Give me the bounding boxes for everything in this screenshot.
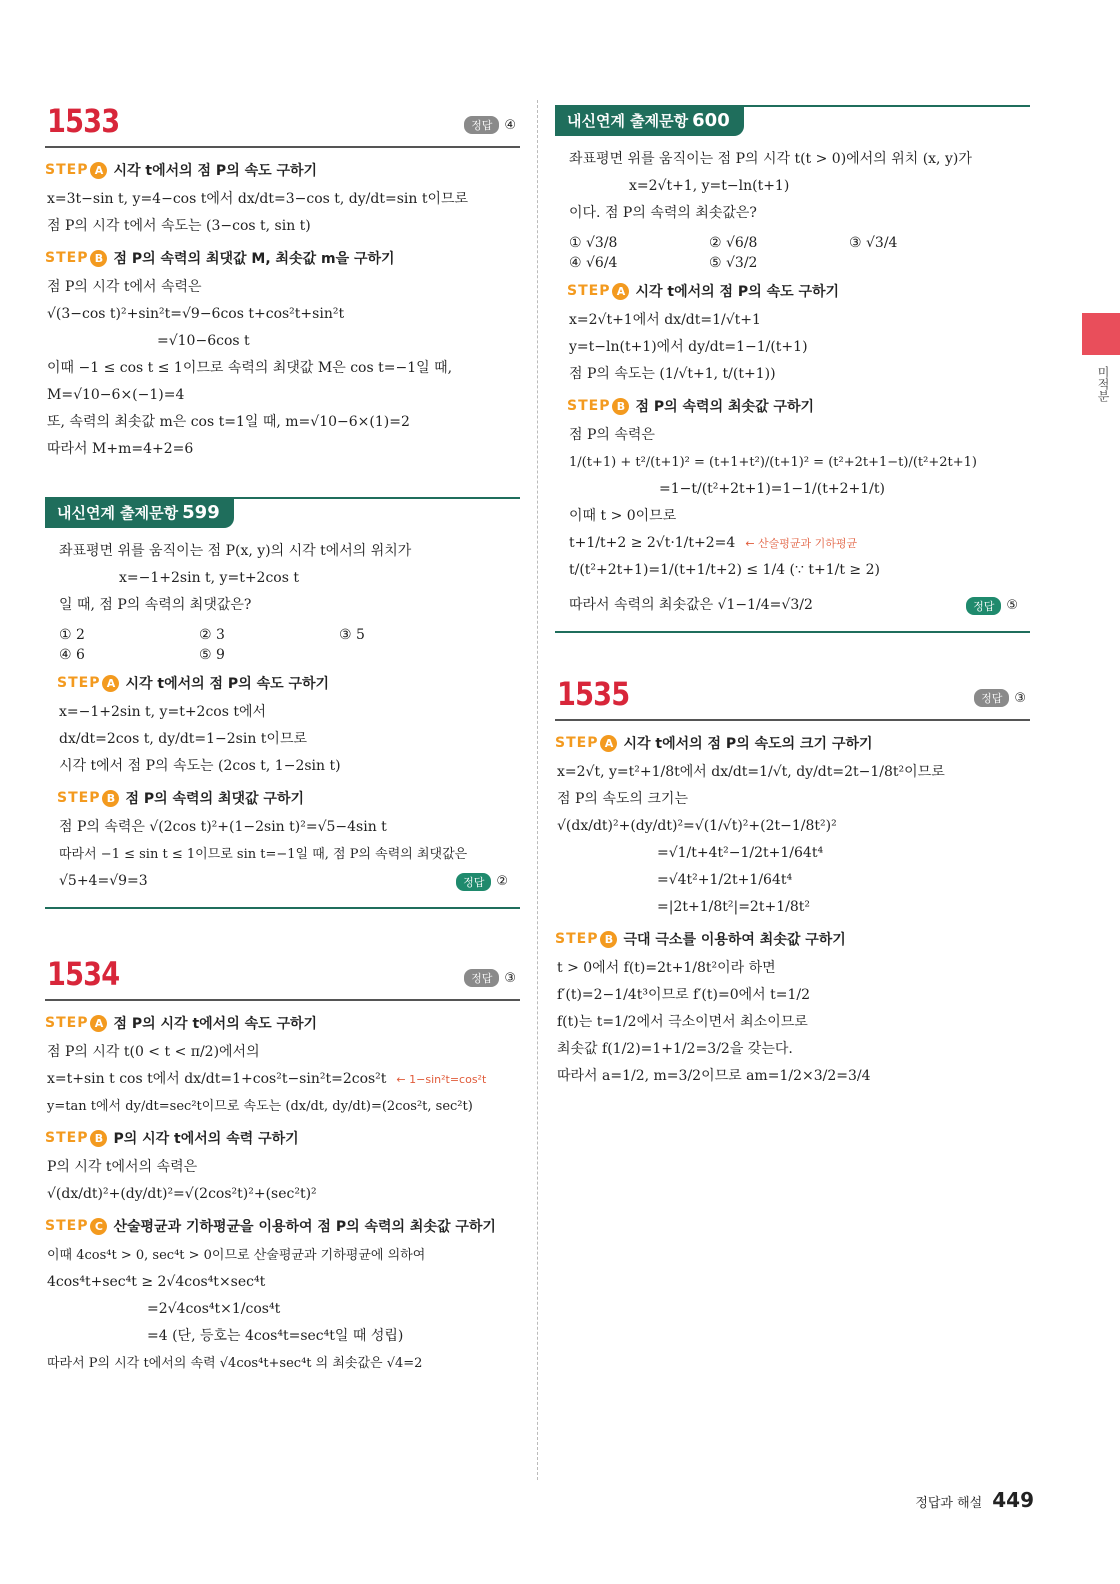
solution-line: f(t)는 t=1/2에서 극소이면서 최소이므로 <box>557 1014 808 1030</box>
solution-line: 점 P의 속력은 <box>569 427 655 443</box>
problem-1535 <box>555 673 1030 1090</box>
solution-line: 따라서 −1 ≤ sin t ≤ 1이므로 sin t=−1일 때, 점 P의 속력의 최댓값은 <box>59 847 468 862</box>
step-a <box>45 1013 520 1033</box>
step-b <box>555 929 1030 949</box>
answer-badge: 정답 <box>464 116 499 134</box>
step-title: 점 P의 시각 t에서의 속도 구하기 <box>113 1016 318 1032</box>
choice: ② √6/8 <box>709 235 758 251</box>
answer-value: ④ <box>504 117 516 133</box>
choice: ① √3/8 <box>569 235 618 251</box>
problem-header <box>45 100 520 148</box>
solution-line: 최솟값 f(1/2)=1+1/2=3/2을 갖는다. <box>557 1041 793 1057</box>
step-title: 점 P의 속력의 최댓값 구하기 <box>125 791 304 807</box>
solution-line: 또, 속력의 최솟값 m은 cos t=1일 때, m=√10−6×(1)=2 <box>47 414 410 430</box>
choices <box>59 627 508 663</box>
step-b <box>45 248 520 268</box>
final-row <box>57 868 508 895</box>
step-title: 점 P의 속력의 최솟값 구하기 <box>635 399 814 415</box>
chapter-tab <box>1082 313 1120 355</box>
solution-line: x=3t−sin t, y=4−cos t에서 dx/dt=3−cos t, dy/dt=sin t이므로 <box>47 191 469 207</box>
step-tag: STEP B <box>45 250 107 267</box>
solution-line: t/(t²+2t+1)=1/(t+1/t+2) ≤ 1/4 (∵ t+1/t ≥ 2) <box>569 562 880 578</box>
answer-value: ⑤ <box>1006 598 1018 613</box>
note: ← 산술평균과 기하평균 <box>745 537 858 550</box>
step-title: 시각 t에서의 점 P의 속도 구하기 <box>113 163 318 179</box>
choice: ④ 6 <box>59 647 85 663</box>
solution-line: M=√10−6×(−1)=4 <box>47 387 185 403</box>
footer-label: 정답과 해설 <box>915 1496 983 1511</box>
answer <box>966 597 1018 615</box>
solution-line: =1−t/(t²+2t+1)=1−1/(t+2+1/t) <box>659 481 885 497</box>
answer-value: ② <box>496 874 508 889</box>
answer <box>464 116 516 134</box>
linked-body <box>555 136 1030 627</box>
solution-line: √(dx/dt)²+(dy/dt)²=√(2cos²t)²+(sec²t)² <box>47 1186 317 1202</box>
answer <box>456 873 508 891</box>
solution-line: 점 P의 속도는 (1/√t+1, t/(t+1)) <box>569 366 776 382</box>
question-line: x=2√t+1, y=t−ln(t+1) <box>629 178 790 194</box>
answer-badge: 정답 <box>966 597 1001 615</box>
problem-number: 1535 <box>557 675 630 713</box>
choice: ⑤ 9 <box>199 647 225 663</box>
question-line: x=−1+2sin t, y=t+2cos t <box>119 570 299 586</box>
step-tag: STEP A <box>555 735 617 752</box>
solution-line: x=−1+2sin t, y=t+2cos t에서 <box>59 704 267 720</box>
solution-line: 따라서 속력의 최솟값은 √1−1/4=√3/2 <box>569 597 813 613</box>
solution-line: f′(t)=2−1/4t³이므로 f′(t)=0에서 t=1/2 <box>557 987 811 1003</box>
answer-badge: 정답 <box>974 689 1009 707</box>
answer-badge: 정답 <box>464 969 499 987</box>
question-line: 좌표평면 위를 움직이는 점 P의 시각 t(t > 0)에서의 위치 (x, y)가 <box>569 151 972 167</box>
problem-number: 1534 <box>47 955 120 993</box>
step-tag: STEP B <box>567 398 629 415</box>
answer-value: ③ <box>504 970 516 986</box>
solution-line: dx/dt=2cos t, dy/dt=1−2sin t이므로 <box>59 731 308 747</box>
step-a <box>45 160 520 180</box>
solution-line: 점 P의 시각 t에서 속력은 <box>47 279 202 295</box>
solution-line: 점 P의 시각 t에서 속도는 (3−cos t, sin t) <box>47 218 311 234</box>
problem-header <box>45 953 520 1001</box>
solution-line: 이때 4cos⁴t > 0, sec⁴t > 0이므로 산술평균과 기하평균에 의하여 <box>47 1248 426 1263</box>
linked-rule <box>555 105 1030 107</box>
solution-line: √(dx/dt)²+(dy/dt)²=√(1/√t)²+(2t−1/8t²)² <box>557 818 837 834</box>
solution-line: =4 (단, 등호는 4cos⁴t=sec⁴t일 때 성립) <box>147 1328 404 1344</box>
step-a <box>555 733 1030 753</box>
step-b <box>45 1128 520 1148</box>
solution-line: y=t−ln(t+1)에서 dy/dt=1−1/(t+1) <box>569 339 808 355</box>
step-title: 점 P의 속력의 최댓값 M, 최솟값 m을 구하기 <box>113 251 395 267</box>
left-column <box>45 100 520 1377</box>
linked-bottom-rule <box>45 907 520 909</box>
choice: ① 2 <box>59 627 85 643</box>
choice: ② 3 <box>199 627 225 643</box>
step-tag: STEP A <box>45 162 107 179</box>
linked-tab: 내신연계 출제문항 600 <box>555 105 744 136</box>
linked-bottom-rule <box>555 631 1030 633</box>
step-c <box>45 1216 520 1236</box>
problem-1533 <box>45 100 520 463</box>
step-title: 산술평균과 기하평균을 이용하여 점 P의 속력의 최솟값 구하기 <box>113 1219 496 1235</box>
solution-line: =|2t+1/8t²|=2t+1/8t² <box>657 899 810 915</box>
step-b <box>57 788 508 808</box>
solution-line: =√1/t+4t²−1/2t+1/64t⁴ <box>657 845 824 861</box>
right-column <box>555 105 1030 1090</box>
solution-line: 시각 t에서 점 P의 속도는 (2cos t, 1−2sin t) <box>59 758 341 774</box>
solution-line: t > 0에서 f(t)=2t+1/8t²이라 하면 <box>557 960 776 976</box>
linked-tab: 내신연계 출제문항 599 <box>45 497 234 528</box>
choice: ⑤ √3/2 <box>709 255 758 271</box>
step-tag: STEP B <box>57 790 119 807</box>
linked-problem-600 <box>555 105 1030 633</box>
step-tag: STEP C <box>45 1218 107 1235</box>
solution-line: 따라서 P의 시각 t에서의 속력 √4cos⁴t+sec⁴t 의 최솟값은 √4=2 <box>47 1356 423 1371</box>
step-tag: STEP B <box>45 1130 107 1147</box>
solution-line: √(3−cos t)²+sin²t=√9−6cos t+cos²t+sin²t <box>47 306 345 322</box>
page-footer <box>915 1488 1034 1512</box>
question-line: 이다. 점 P의 속력의 최솟값은? <box>569 205 757 221</box>
choices <box>569 235 1018 271</box>
step-b <box>567 396 1018 416</box>
choice: ④ √6/4 <box>569 255 618 271</box>
page-number: 449 <box>992 1488 1034 1512</box>
problem-header <box>555 673 1030 721</box>
linked-problem-599 <box>45 497 520 909</box>
step-tag: STEP B <box>555 931 617 948</box>
choice: ③ √3/4 <box>849 235 898 251</box>
answer-value: ③ <box>1014 690 1026 706</box>
linked-rule <box>45 497 520 499</box>
solution-line: x=2√t, y=t²+1/8t에서 dx/dt=1/√t, dy/dt=2t−1/8t²이므로 <box>557 764 945 780</box>
linked-body <box>45 528 520 903</box>
column-divider <box>537 100 538 1480</box>
step-a <box>57 673 508 693</box>
note: ← 1−sin²t=cos²t <box>396 1073 487 1086</box>
step-tag: STEP A <box>57 675 119 692</box>
step-tag: STEP A <box>45 1015 107 1032</box>
step-a <box>567 281 1018 301</box>
solution-line: √5+4=√9=3 <box>59 873 148 889</box>
solution-line: =√4t²+1/2t+1/64t⁴ <box>657 872 793 888</box>
solution-line: P의 시각 t에서의 속력은 <box>47 1159 198 1175</box>
answer-badge: 정답 <box>456 873 491 891</box>
solution-line: t+1/t+2 ≥ 2√t·1/t+2=4 ← 산술평균과 기하평균 <box>569 535 858 551</box>
step-tag: STEP A <box>567 283 629 300</box>
step-title: 시각 t에서의 점 P의 속도 구하기 <box>125 676 330 692</box>
solution-line: x=2√t+1에서 dx/dt=1/√t+1 <box>569 312 761 328</box>
final-row <box>567 592 1018 619</box>
step-title: P의 시각 t에서의 속력 구하기 <box>113 1131 299 1147</box>
step-title: 시각 t에서의 점 P의 속도 구하기 <box>635 284 840 300</box>
solution-line: 이때 −1 ≤ cos t ≤ 1이므로 속력의 최댓값 M은 cos t=−1일 때, <box>47 360 453 376</box>
solution-line: =√10−6cos t <box>157 333 250 349</box>
solution-line: 따라서 a=1/2, m=3/2이므로 am=1/2×3/2=3/4 <box>557 1068 871 1084</box>
solution-line: 4cos⁴t+sec⁴t ≥ 2√4cos⁴t×sec⁴t <box>47 1274 266 1290</box>
problem-number: 1533 <box>47 102 120 140</box>
chapter-label: 미적분 <box>1096 366 1110 402</box>
problem-1534 <box>45 953 520 1377</box>
step-title: 시각 t에서의 점 P의 속도의 크기 구하기 <box>623 736 873 752</box>
solution-line: 1/(t+1) + t²/(t+1)² = (t+1+t²)/(t+1)² = (t²+2t+1−t)/(t²+2t+1) <box>569 455 977 470</box>
solution-line: y=tan t에서 dy/dt=sec²t이므로 속도는 (dx/dt, dy/dt)=(2cos²t, sec²t) <box>47 1099 473 1114</box>
solution-line: 점 P의 속력은 √(2cos t)²+(1−2sin t)²=√5−4sin t <box>59 819 387 835</box>
solution-line: 따라서 M+m=4+2=6 <box>47 441 194 457</box>
question-line: 좌표평면 위를 움직이는 점 P(x, y)의 시각 t에서의 위치가 <box>59 543 412 559</box>
solution-line: 이때 t > 0이므로 <box>569 508 677 524</box>
solution-line: 점 P의 속도의 크기는 <box>557 791 688 807</box>
solution-line: x=t+sin t cos t에서 dx/dt=1+cos²t−sin²t=2cos²t ← 1−sin²t=cos²t <box>47 1071 487 1087</box>
choice: ③ 5 <box>339 627 365 643</box>
answer <box>464 969 516 987</box>
answer <box>974 689 1026 707</box>
solution-line: =2√4cos⁴t×1/cos⁴t <box>147 1301 281 1317</box>
solution-line: 점 P의 시각 t(0 < t < π/2)에서의 <box>47 1044 260 1060</box>
question-line: 일 때, 점 P의 속력의 최댓값은? <box>59 597 252 613</box>
step-title: 극대 극소를 이용하여 최솟값 구하기 <box>623 932 846 948</box>
